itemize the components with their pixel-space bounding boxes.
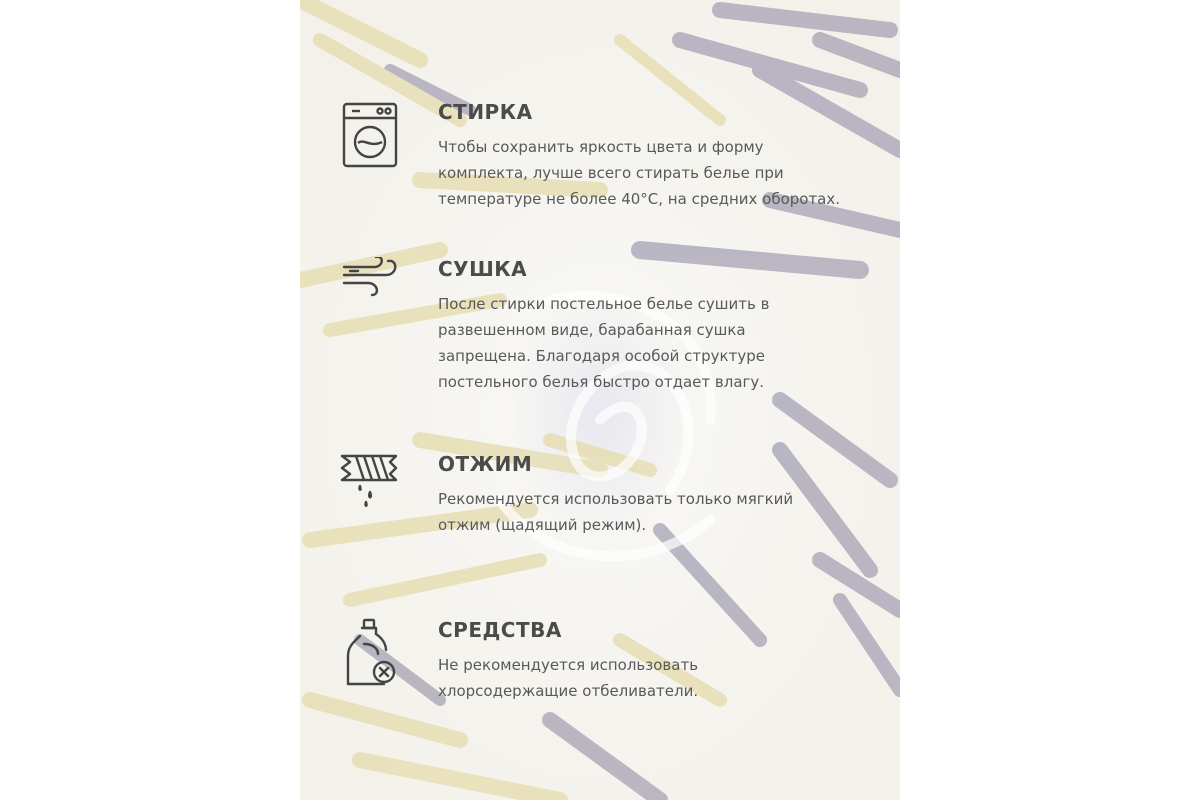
care-text-line: комплекта, лучше всего стирать белье при <box>438 164 784 182</box>
care-text-line: развешенном виде, барабанная сушка <box>438 321 746 339</box>
care-text-line: хлорсодержащие отбеливатели. <box>438 682 699 700</box>
care-title: СТИРКА <box>438 100 533 124</box>
care-text-line: отжим (щадящий режим). <box>438 516 647 534</box>
wind-icon <box>340 257 400 327</box>
care-description <box>438 486 878 538</box>
care-title: СУШКА <box>438 257 528 281</box>
care-title: СРЕДСТВА <box>438 618 562 642</box>
care-text-line: запрещена. Благодаря особой структуре <box>438 347 765 365</box>
care-instructions-list <box>300 0 900 800</box>
care-text-line: постельного белья быстро отдает влагу. <box>438 373 765 391</box>
care-panel <box>300 0 900 800</box>
washing-machine-icon <box>340 100 400 170</box>
care-text-line: температуре не более 40°С, на средних оборотах. <box>438 190 841 208</box>
care-description <box>438 652 878 704</box>
care-title: ОТЖИМ <box>438 452 533 476</box>
care-description <box>438 291 878 395</box>
care-text-line: После стирки постельное белье сушить в <box>438 295 770 313</box>
care-description <box>438 134 878 212</box>
no-bleach-bottle-icon <box>340 618 400 688</box>
care-text-line: Чтобы сохранить яркость цвета и форму <box>438 138 764 156</box>
care-text-line: Рекомендуется использовать только мягкий <box>438 490 794 508</box>
wringing-icon <box>340 452 400 522</box>
care-text-line: Не рекомендуется использовать <box>438 656 699 674</box>
